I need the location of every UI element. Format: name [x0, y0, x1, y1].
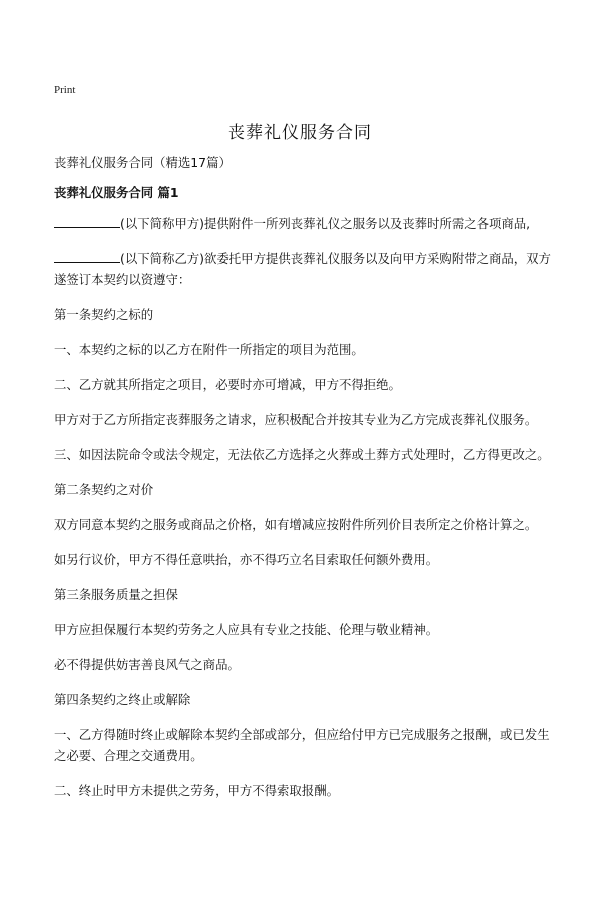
article-3-title: 第三条服务质量之担保: [54, 587, 178, 602]
article-1-clause-4: 三、如因法院命令或法令规定，无法依乙方选择之火葬或土葬方式处理时，乙方得更改之。: [54, 447, 550, 462]
document-subtitle: 丧葬礼仪服务合同（精选17篇）: [54, 155, 231, 170]
article-1-title: 第一条契约之标的: [54, 307, 154, 322]
article-1-clause-1: 一、本契约之标的以乙方在附件一所指定的项目为范围。: [54, 342, 364, 357]
article-4-title: 第四条契约之终止或解除: [54, 692, 191, 707]
paragraph-party-b: [54, 248, 554, 290]
article-2-title: 第二条契约之对价: [54, 482, 154, 497]
article-2-clause-1: 双方同意本契约之服务或商品之价格，如有增减应按附件所列价目表所定之价格计算之。: [54, 517, 538, 532]
blank-line: [54, 250, 120, 263]
paragraph-party-a: [54, 213, 554, 234]
print-label: Print: [54, 84, 76, 96]
article-2-clause-2: 如另行议价，甲方不得任意哄抬，亦不得巧立名目索取任何额外费用。: [54, 552, 439, 567]
document-body: [54, 152, 554, 815]
section-heading: 丧葬礼仪服务合同 篇1: [54, 185, 179, 200]
article-4-clause-2: 二、终止时甲方未提供之劳务，甲方不得索取报酬。: [54, 783, 339, 798]
blank-line: [54, 215, 120, 228]
article-3-clause-1: 甲方应担保履行本契约劳务之人应具有专业之技能、伦理与敬业精神。: [54, 622, 439, 637]
paragraph-text: (以下简称甲方)提供附件一所列丧葬礼仪之服务以及丧葬时所需之各项商品,: [120, 216, 531, 231]
article-3-clause-2: 必不得提供妨害善良风气之商品。: [54, 657, 240, 672]
article-4-clause-1: 一、乙方得随时终止或解除本契约全部或部分，但应给付甲方已完成服务之报酬，或已发生之必要、合理之交通费用。: [54, 727, 550, 763]
article-1-clause-2: 二、乙方就其所指定之项目，必要时亦可增减，甲方不得拒绝。: [54, 377, 401, 392]
article-1-clause-3: 甲方对于乙方所指定丧葬服务之请求，应积极配合并按其专业为乙方完成丧葬礼仪服务。: [54, 412, 538, 427]
paragraph-text: (以下简称乙方)欲委托甲方提供丧葬礼仪服务以及向甲方采购附带之商品，双方遂签订本契约以资遵守：: [54, 251, 551, 287]
page-title: 丧葬礼仪服务合同: [228, 123, 372, 143]
